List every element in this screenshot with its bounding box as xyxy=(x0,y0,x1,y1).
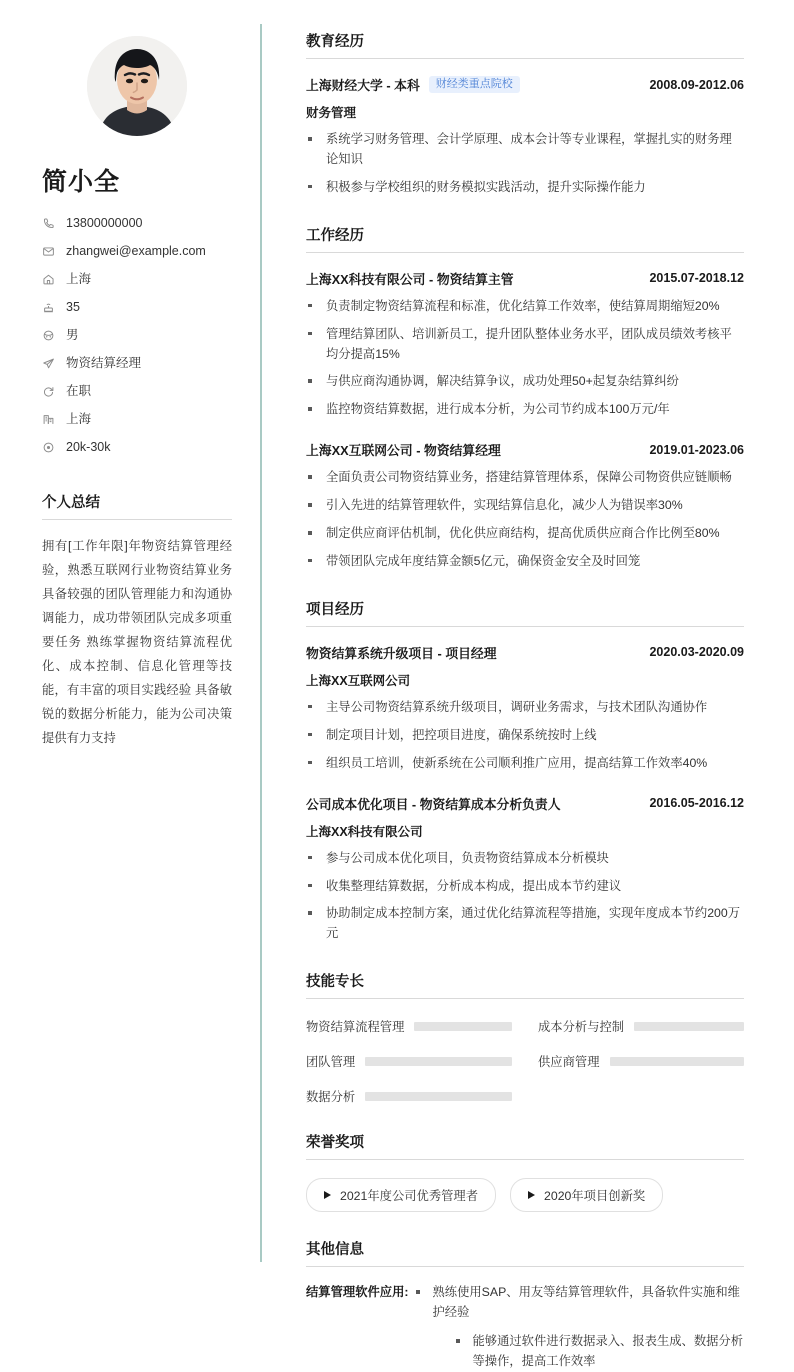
play-triangle-icon xyxy=(324,1191,331,1199)
target-icon xyxy=(42,441,55,454)
entry-head-left xyxy=(306,643,497,662)
contact-value: 35 xyxy=(66,300,80,314)
entry-subtitle: 上海XX科技有限公司 xyxy=(306,824,423,839)
list-item: 组织员工培训，使新系统在公司顺利推广应用，提高结算工作效率40% xyxy=(306,754,744,774)
list-item: 主导公司物资结算系统升级项目，调研业务需求，与技术团队沟通协作 xyxy=(306,698,744,718)
list-item: 熟练使用SAP、用友等结算管理软件，具备软件实施和维护经验 xyxy=(414,1283,744,1323)
paper-plane-icon xyxy=(42,357,55,370)
bullet-list xyxy=(306,130,744,198)
entry-date: 2019.01-2023.06 xyxy=(649,442,744,457)
skill-item xyxy=(538,1052,744,1070)
list-item: 系统学习财务管理、会计学原理、成本会计等专业课程，掌握扎实的财务理论知识 xyxy=(306,130,744,170)
envelope-icon xyxy=(42,245,55,258)
contact-value: 上海 xyxy=(66,272,92,286)
entry-head xyxy=(306,794,744,813)
gender-icon xyxy=(42,329,55,342)
entry-head xyxy=(306,75,744,94)
summary-section xyxy=(42,491,232,751)
list-item: 参与公司成本优化项目，负责物资结算成本分析模块 xyxy=(306,849,744,869)
honors-section xyxy=(306,1131,744,1212)
contact-item-salary xyxy=(42,440,232,455)
projects-heading: 项目经历 xyxy=(306,598,744,627)
work-entry xyxy=(306,440,744,572)
project-entry xyxy=(306,643,744,774)
skill-item xyxy=(306,1017,512,1035)
contact-value: 在职 xyxy=(66,384,92,398)
honors-heading: 荣誉奖项 xyxy=(306,1131,744,1160)
entry-subtitle: 上海XX互联网公司 xyxy=(306,673,411,688)
skills-heading: 技能专长 xyxy=(306,970,744,999)
cake-icon xyxy=(42,301,55,314)
status-badge: 财经类重点院校 xyxy=(429,76,520,94)
contact-item-city xyxy=(42,412,232,427)
list-item: 积极参与学校组织的财务模拟实践活动，提升实际操作能力 xyxy=(306,178,744,198)
entry-date: 2020.03-2020.09 xyxy=(649,645,744,660)
bullet-list xyxy=(306,849,744,945)
avatar-wrap xyxy=(42,36,232,136)
entry-title: 公司成本优化项目 - 物资结算成本分析负责人 xyxy=(306,796,561,812)
honor-chip[interactable] xyxy=(306,1178,496,1212)
skill-progress-track xyxy=(365,1092,512,1101)
projects-section xyxy=(306,598,744,944)
main-content xyxy=(262,24,794,1368)
sidebar xyxy=(0,24,262,1262)
summary-text: 拥有[工作年限]年物资结算管理经验，熟悉互联网行业物资结算业务 具备较强的团队管理能力和沟通协调能力，成功带领团队完成多项重要任务 熟练掌握物资结算流程优化、成本控制、信息化管理等技能，有丰富的项目实践经验 具备敏锐的数据分析能力，能为公司决策提供有力支持 xyxy=(42,539,232,745)
other-row xyxy=(306,1283,744,1372)
work-heading: 工作经历 xyxy=(306,224,744,253)
other-label: 结算管理软件应用: xyxy=(306,1285,409,1300)
bullet-list xyxy=(306,297,744,421)
entry-head-left xyxy=(306,794,561,813)
contact-value: 13800000000 xyxy=(66,216,143,230)
honor-chip[interactable] xyxy=(510,1178,663,1212)
entry-title: 上海财经大学 - 本科 xyxy=(306,78,420,93)
entry-date: 2016.05-2016.12 xyxy=(649,796,744,811)
person-name: 简小全 xyxy=(42,168,121,196)
work-entry xyxy=(306,269,744,421)
list-item: 负责制定物资结算流程和标准，优化结算工作效率，使结算周期缩短20% xyxy=(306,297,744,317)
entry-subtitle: 财务管理 xyxy=(306,106,357,120)
bullet-list xyxy=(306,698,744,774)
entry-head xyxy=(306,643,744,662)
entry-head-left xyxy=(306,75,520,94)
work-section xyxy=(306,224,744,572)
honor-label: 2020年项目创新奖 xyxy=(544,1189,646,1204)
contact-item-hometown xyxy=(42,272,232,287)
skill-progress-track xyxy=(610,1057,745,1066)
entry-title: 上海XX科技有限公司 - 物资结算主管 xyxy=(306,271,514,287)
skill-item xyxy=(306,1087,512,1105)
entry-head xyxy=(306,269,744,288)
contact-item-status xyxy=(42,384,232,399)
contact-item-position xyxy=(42,356,232,371)
entry-title: 物资结算系统升级项目 - 项目经理 xyxy=(306,645,497,661)
contact-list xyxy=(42,216,232,455)
skills-grid xyxy=(306,1015,744,1105)
other-heading: 其他信息 xyxy=(306,1238,744,1267)
contact-value: 物资结算经理 xyxy=(66,356,142,370)
skill-label: 数据分析 xyxy=(306,1090,356,1105)
list-item: 协助制定成本控制方案，通过优化结算流程等措施，实现年度成本节约200万元 xyxy=(306,904,744,944)
other-section xyxy=(306,1238,744,1372)
skill-progress-track xyxy=(414,1022,512,1031)
skill-progress-track xyxy=(365,1057,512,1066)
contact-item-phone xyxy=(42,216,232,231)
list-item: 制定项目计划，把控项目进度，确保系统按时上线 xyxy=(306,726,744,746)
entry-head-left xyxy=(306,269,514,288)
entry-head xyxy=(306,440,744,459)
skill-progress-track xyxy=(634,1022,744,1031)
skill-label: 物资结算流程管理 xyxy=(306,1020,405,1035)
honors-list xyxy=(306,1176,744,1212)
list-item: 监控物资结算数据，进行成本分析，为公司节约成本100万元/年 xyxy=(306,400,744,420)
entry-head-left xyxy=(306,440,501,459)
refresh-icon xyxy=(42,385,55,398)
contact-item-gender xyxy=(42,328,232,343)
skills-section xyxy=(306,970,744,1105)
contact-item-age xyxy=(42,300,232,315)
entry-title: 上海XX互联网公司 - 物资结算经理 xyxy=(306,443,501,459)
portrait-photo-icon xyxy=(87,36,187,136)
list-item: 与供应商沟通协调，解决结算争议，成功处理50+起复杂结算纠纷 xyxy=(306,372,744,392)
list-item: 管理结算团队、培训新员工，提升团队整体业务水平，团队成员绩效考核平均分提高15% xyxy=(306,325,744,365)
list-item: 制定供应商评估机制，优化供应商结构，提高优质供应商合作比例至80% xyxy=(306,524,744,544)
skill-label: 供应商管理 xyxy=(538,1055,600,1070)
list-item: 带领团队完成年度结算金额5亿元，确保资金安全及时回笼 xyxy=(306,552,744,572)
contact-value: zhangwei@example.com xyxy=(66,244,206,258)
contact-value: 上海 xyxy=(66,412,92,426)
skill-label: 成本分析与控制 xyxy=(538,1020,625,1035)
list-item: 引入先进的结算管理软件，实现结算信息化，减少人为错误率30% xyxy=(306,496,744,516)
phone-icon xyxy=(42,217,55,230)
contact-item-email xyxy=(42,244,232,259)
bullet-list xyxy=(306,468,744,572)
education-entry xyxy=(306,75,744,198)
avatar xyxy=(87,36,187,136)
skill-item xyxy=(538,1017,744,1035)
skill-label: 团队管理 xyxy=(306,1055,356,1070)
entry-date: 2015.07-2018.12 xyxy=(649,271,744,286)
contact-value: 男 xyxy=(66,328,79,342)
list-item: 全面负责公司物资结算业务，搭建结算管理体系，保障公司物资供应链顺畅 xyxy=(306,468,744,488)
project-entry xyxy=(306,794,744,945)
education-heading: 教育经历 xyxy=(306,30,744,59)
skill-item xyxy=(306,1052,512,1070)
building-icon xyxy=(42,413,55,426)
summary-heading: 个人总结 xyxy=(42,491,232,520)
entry-date: 2008.09-2012.06 xyxy=(649,77,744,92)
list-item: 能够通过软件进行数据录入、报表生成、数据分析等操作，提高工作效率 xyxy=(414,1332,744,1372)
home-icon xyxy=(42,273,55,286)
other-bullet-list xyxy=(408,1283,744,1372)
list-item: 收集整理结算数据，分析成本构成，提出成本节约建议 xyxy=(306,877,744,897)
play-triangle-icon xyxy=(528,1191,535,1199)
education-section xyxy=(306,30,744,198)
contact-value: 20k-30k xyxy=(66,440,111,454)
honor-label: 2021年度公司优秀管理者 xyxy=(340,1189,479,1204)
